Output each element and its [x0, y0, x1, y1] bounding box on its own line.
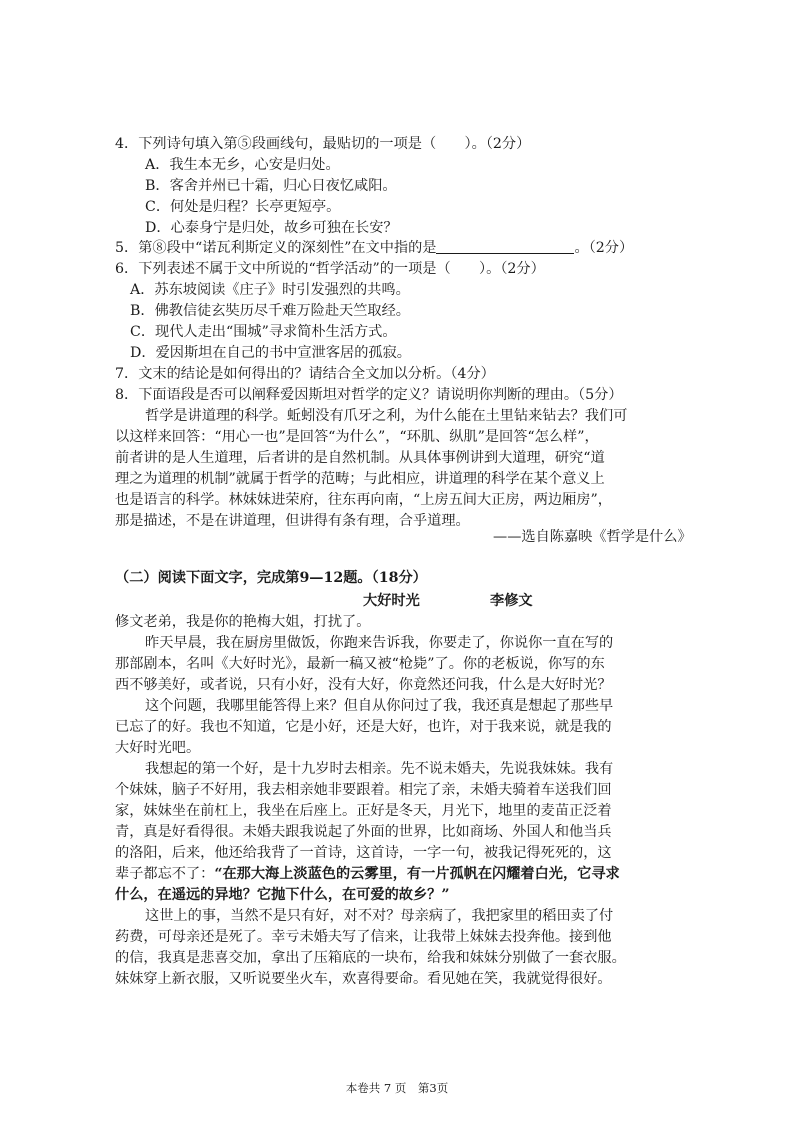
article-line: [115, 843, 612, 863]
article-line: [145, 696, 613, 716]
question-8: 8．下面语段是否可以阐释爱因斯坦对哲学的定义？请说明你判断的理由。（5分）: [115, 387, 623, 403]
article-line: [115, 801, 612, 821]
article-line: [115, 822, 612, 842]
article-line: [145, 906, 613, 926]
article-line-text: 辈子都忘不了：: [115, 866, 215, 882]
article-line-text: 这世上的事，当然不是只有好，对不对？母亲病了，我把家里的稻田卖了付: [145, 908, 614, 924]
article-line-text: 药费，可母亲还是死了。幸亏未婚夫写了信来，让我带上妹妹去投奔他。接到他: [115, 929, 612, 945]
q8-passage-line: 前者讲的是人生道理，后者讲的是自然机制。从具体事例讲到大道理，研究“道: [115, 450, 605, 466]
article-line-text: 青，真是好看得很。未婚夫跟我说起了外面的世界，比如商场、外国人和他当兵: [115, 824, 612, 840]
article-line: [115, 927, 612, 947]
q8-passage-line: 以这样来回答：“用心一也”是回答“为什么”，“环肌、纵肌”是回答“怎么样”，: [115, 429, 599, 445]
q5-text: 5．第⑧段中“诺瓦利斯定义的深刻性”在文中指的是: [115, 240, 437, 256]
article-line: [115, 675, 612, 695]
article-line-text: 的信，我真是悲喜交加，拿出了压箱底的一块布，给我和妹妹分别做了一套衣服。: [115, 950, 626, 966]
question-6: 6．下列表述不属于文中所说的“哲学活动”的一项是（ ）。（2分）: [115, 261, 545, 277]
article-author: 李修文: [490, 593, 533, 609]
q4-option-a: A．我生本无乡，心安是归处。: [145, 157, 340, 173]
question-5: [115, 238, 633, 258]
article-line: [115, 738, 200, 758]
q6-option-b: B．佛教信徒玄奘历尽千难万险赴天竺取经。: [130, 303, 410, 319]
q8-passage-line: 也是语言的科学。林妹妹进荣府，往东再向南，“上房五间大正房，两边厢房”，: [115, 492, 612, 508]
article-title: 大好时光: [363, 593, 420, 609]
article-line-text: 西不够美好，或者说，只有小好，没有大好，你竟然还问我，什么是大好时光？: [115, 677, 612, 693]
article-line-text: 妹妹穿上新衣服，又听说要坐火车，欢喜得要命。看见她在笑，我就觉得很好。: [115, 971, 612, 987]
q6-option-c: C．现代人走出“围城”寻求简朴生活方式。: [130, 324, 397, 340]
answer-blank: [436, 239, 574, 254]
article-line-text: 修文老弟，我是你的艳梅大姐，打扰了。: [115, 614, 371, 630]
article-line-quote: “在那大海上淡蓝色的云雾里，有一片孤帆在闪耀着白光，它寻求: [214, 866, 620, 882]
article-line-text: 家，妹妹坐在前杠上，我坐在后座上。正好是冬天，月光下，地里的麦苗正泛着: [115, 803, 612, 819]
article-line: [145, 759, 613, 779]
article-line-text: 什么，在遥远的异地？它抛下什么，在可爱的故乡？”: [115, 887, 450, 903]
article-line: [115, 717, 612, 737]
page-footer: 本卷共 7 页 第3页: [345, 1081, 449, 1095]
q8-passage-line: 那是描述，不是在讲道理，但讲得有条有理，合乎道理。: [115, 513, 470, 529]
article-line: [115, 885, 449, 905]
q4-option-b: B．客舍并州已十霜，归心日夜忆咸阳。: [145, 178, 397, 194]
article-line-text: 个妹妹，脑子不好用，我去相亲她非要跟着。相完了亲，未婚夫骑着车送我们回: [115, 782, 612, 798]
q4-option-d: D．心泰身宁是归处，故乡可独在长安？: [145, 220, 398, 236]
article-line: [115, 948, 626, 968]
q4-option-c: C．何处是归程？长亭更短亭。: [145, 199, 341, 215]
article-line-text: 我想起的第一个好，是十九岁时去相亲。先不说未婚夫，先说我妹妹。我有: [145, 761, 614, 777]
article-line: [145, 633, 613, 653]
article-line: [115, 612, 370, 632]
article-line-text: 那部剧本，名叫《大好时光》，最新一稿又被“枪毙”了。你的老板说，你写的东: [115, 656, 605, 672]
article-line: [115, 969, 612, 989]
q8-passage-line: 理之为道理的机制”就属于哲学的范畴；与此相应，讲道理的科学在某个意义上: [115, 471, 605, 487]
question-7: 7．文末的结论是如何得出的？请结合全文加以分析。（4分）: [115, 366, 495, 382]
question-4: 4．下列诗句填入第⑤段画线句，最贴切的一项是（ ）。（2分）: [115, 136, 531, 152]
article-line-text: 这个问题，我哪里能答得上来？但自从你问过了我，我还真是想起了那些早: [145, 698, 614, 714]
q8-passage-line: 哲学是讲道理的科学。蚯蚓没有爪牙之利，为什么能在土里钻来钻去？我们可: [145, 408, 628, 424]
article-line-text: 已忘了的好。我也不知道，它是小好，还是大好，也许，对于我来说，就是我的: [115, 719, 612, 735]
section-heading: （二）阅读下面文字，完成第9—12题。（18分）: [115, 570, 427, 586]
q6-option-a: A．苏东坡阅读《庄子》时引发强烈的共鸣。: [130, 282, 410, 298]
article-line-text: 大好时光吧。: [115, 740, 201, 756]
q8-source: ——选自陈嘉映《哲学是什么》: [493, 529, 692, 545]
article-line: [115, 654, 605, 674]
article-line-text: 昨天早晨，我在厨房里做饭，你跑来告诉我，你要走了，你说你一直在写的: [145, 635, 614, 651]
q6-option-d: D．爱因斯坦在自己的书中宣泄客居的孤寂。: [130, 345, 411, 361]
article-line-text: 的洛阳，后来，他还给我背了一首诗，这首诗，一字一句，被我记得死死的，这: [115, 845, 612, 861]
article-line: [115, 780, 612, 800]
article-line: [115, 864, 620, 884]
q5-score: 。（2分）: [574, 240, 634, 256]
